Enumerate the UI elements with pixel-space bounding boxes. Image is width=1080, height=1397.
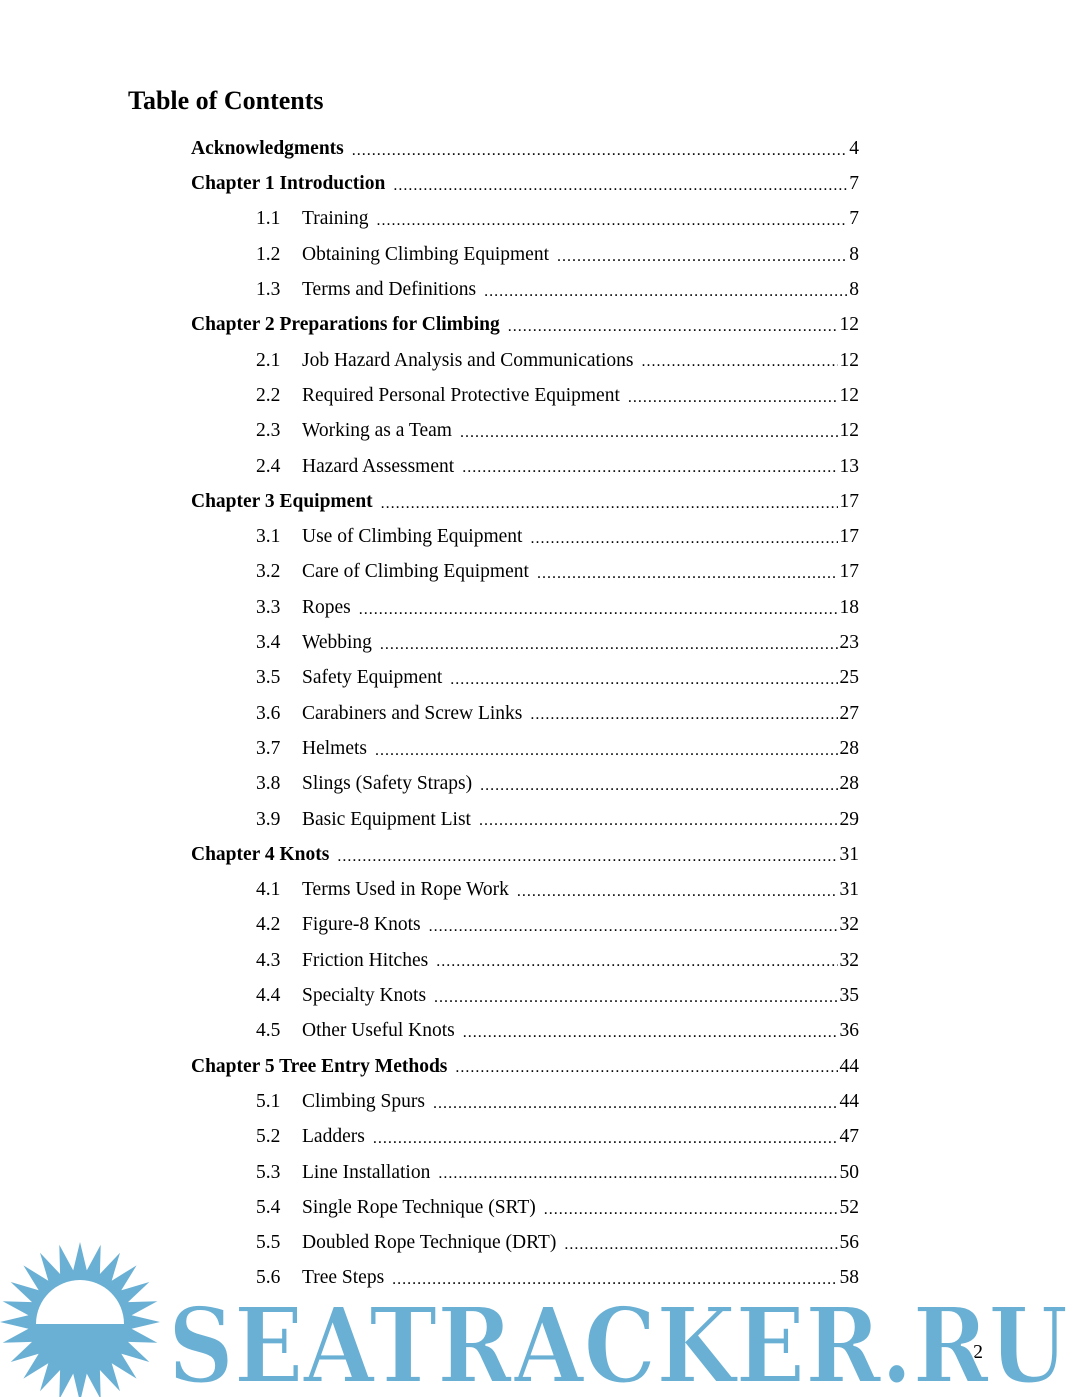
toc-entry-title: Other Useful Knots [302, 1020, 455, 1042]
toc-page-number: 7 [849, 208, 859, 230]
toc-section-number: 2.3 [256, 420, 281, 442]
dot-leader [530, 707, 837, 723]
toc-section-number: 3.4 [256, 632, 281, 654]
dot-leader [480, 778, 837, 794]
toc-page-number: 12 [839, 349, 859, 371]
dot-leader [463, 1025, 838, 1041]
toc-page-number: 31 [839, 879, 859, 901]
toc-section-entry[interactable] [191, 625, 859, 660]
toc-section-entry[interactable] [191, 449, 859, 484]
dot-leader [508, 319, 838, 335]
toc-page-number: 28 [839, 773, 859, 795]
dot-leader [517, 884, 838, 900]
toc-section-entry[interactable] [191, 1013, 859, 1048]
toc-page-number: 32 [839, 949, 859, 971]
toc-section-entry[interactable] [191, 343, 859, 378]
toc-entry-title: Terms Used in Rope Work [302, 879, 509, 901]
toc-entry-title: Terms and Definitions [302, 279, 477, 301]
toc-section-entry[interactable] [191, 766, 859, 801]
toc-entry-title: Training [302, 208, 369, 230]
toc-section-entry[interactable] [191, 1261, 859, 1296]
toc-entry-title: Helmets [302, 737, 367, 759]
toc-entry-title: Specialty Knots [302, 985, 427, 1007]
toc-page-number: 50 [839, 1161, 859, 1183]
toc-page-number: 13 [839, 455, 859, 477]
dot-leader [537, 566, 838, 582]
toc-entry-title: Chapter 2 Preparations for Climbing [191, 314, 500, 336]
toc-section-number: 5.3 [256, 1161, 281, 1183]
dot-leader [530, 531, 837, 547]
dot-leader [337, 849, 837, 865]
toc-page-number: 52 [839, 1196, 859, 1218]
toc-section-number: 3.9 [256, 808, 281, 830]
toc-entry-title: Line Installation [302, 1161, 431, 1183]
toc-page-number: 58 [839, 1267, 859, 1289]
toc-section-entry[interactable] [191, 978, 859, 1013]
toc-page-number: 44 [839, 1090, 859, 1112]
toc-section-number: 5.6 [256, 1267, 281, 1289]
toc-section-number: 3.5 [256, 667, 281, 689]
toc-entry-title: Use of Climbing Equipment [302, 526, 523, 548]
toc-section-entry[interactable] [191, 519, 859, 554]
toc-section-number: 3.7 [256, 737, 281, 759]
toc-section-number: 1.2 [256, 243, 281, 265]
toc-section-entry[interactable] [191, 272, 859, 307]
dot-leader [381, 496, 838, 512]
toc-section-entry[interactable] [191, 1225, 859, 1260]
toc-chapter-entry[interactable] [191, 166, 859, 201]
toc-chapter-entry[interactable] [191, 131, 859, 166]
toc-section-entry[interactable] [191, 1084, 859, 1119]
toc-section-number: 3.6 [256, 702, 281, 724]
toc-section-entry[interactable] [191, 378, 859, 413]
toc-section-number: 4.4 [256, 985, 281, 1007]
toc-section-entry[interactable] [191, 696, 859, 731]
toc-chapter-entry[interactable] [191, 837, 859, 872]
page-number: 2 [973, 1341, 983, 1363]
dot-leader [429, 919, 838, 935]
toc-section-entry[interactable] [191, 237, 859, 272]
toc-page-number: 28 [839, 737, 859, 759]
dot-leader [479, 813, 838, 829]
sun-logo-icon [0, 1242, 160, 1397]
toc-entry-title: Job Hazard Analysis and Communications [302, 349, 634, 371]
toc-chapter-entry[interactable] [191, 1049, 859, 1084]
toc-section-entry[interactable] [191, 413, 859, 448]
toc-page-number: 4 [849, 137, 859, 159]
toc-section-number: 4.2 [256, 914, 281, 936]
toc-page-number: 12 [839, 314, 859, 336]
dot-leader [450, 672, 837, 688]
toc-chapter-entry[interactable] [191, 307, 859, 342]
toc-entry-title: Required Personal Protective Equipment [302, 384, 620, 406]
toc-section-number: 4.3 [256, 949, 281, 971]
dot-leader [359, 602, 838, 618]
toc-entry-title: Doubled Rope Technique (DRT) [302, 1232, 557, 1254]
toc-chapter-entry[interactable] [191, 484, 859, 519]
toc-section-number: 1.3 [256, 279, 281, 301]
toc-section-entry[interactable] [191, 202, 859, 237]
toc-entry-title: Acknowledgments [191, 137, 344, 159]
toc-entry-title: Webbing [302, 632, 372, 654]
dot-leader [393, 178, 847, 194]
dot-leader [438, 1166, 837, 1182]
dot-leader [433, 1096, 838, 1112]
toc-section-number: 2.2 [256, 384, 281, 406]
dot-leader [436, 954, 837, 970]
toc-entry-title: Care of Climbing Equipment [302, 561, 529, 583]
dot-leader [380, 637, 838, 653]
toc-section-number: 3.1 [256, 526, 281, 548]
toc-entry-title: Working as a Team [302, 420, 452, 442]
toc-section-entry[interactable] [191, 555, 859, 590]
dot-leader [641, 354, 837, 370]
toc-page-number: 23 [839, 632, 859, 654]
toc-entry-title: Chapter 3 Equipment [191, 490, 373, 512]
watermark-text: SEATRACKER.RU [168, 1284, 1068, 1397]
toc-entry-title: Carabiners and Screw Links [302, 702, 523, 724]
dot-leader [373, 1131, 838, 1147]
toc-entry-title: Chapter 1 Introduction [191, 173, 386, 195]
toc-section-entry[interactable] [191, 731, 859, 766]
toc-section-number: 5.2 [256, 1126, 281, 1148]
dot-leader [462, 460, 837, 476]
page-title: Table of Contents [128, 86, 324, 115]
toc-entry-title: Figure-8 Knots [302, 914, 421, 936]
toc-section-entry[interactable] [191, 802, 859, 837]
toc-page-number: 44 [839, 1055, 859, 1077]
dot-leader [557, 249, 847, 265]
dot-leader [376, 213, 847, 229]
table-of-contents [191, 131, 859, 1296]
toc-section-number: 5.5 [256, 1232, 281, 1254]
toc-page-number: 17 [839, 561, 859, 583]
dot-leader [544, 1202, 838, 1218]
dot-leader [352, 143, 847, 159]
toc-section-number: 4.1 [256, 879, 281, 901]
toc-page-number: 18 [839, 596, 859, 618]
dot-leader [375, 743, 838, 759]
toc-section-entry[interactable] [191, 1190, 859, 1225]
toc-entry-title: Slings (Safety Straps) [302, 773, 473, 795]
dot-leader [484, 284, 847, 300]
toc-page-number: 17 [839, 490, 859, 512]
toc-page-number: 27 [839, 702, 859, 724]
dot-leader [564, 1237, 837, 1253]
toc-entry-title: Ladders [302, 1126, 365, 1148]
toc-section-number: 3.2 [256, 561, 281, 583]
toc-page-number: 8 [849, 279, 859, 301]
toc-page-number: 36 [839, 1020, 859, 1042]
dot-leader [434, 990, 837, 1006]
toc-section-entry[interactable] [191, 872, 859, 907]
toc-entry-title: Hazard Assessment [302, 455, 455, 477]
dot-leader [455, 1060, 837, 1076]
toc-page-number: 25 [839, 667, 859, 689]
toc-page-number: 31 [839, 843, 859, 865]
toc-page-number: 7 [849, 173, 859, 195]
toc-page-number: 12 [839, 420, 859, 442]
toc-section-number: 5.4 [256, 1196, 281, 1218]
toc-page-number: 47 [839, 1126, 859, 1148]
toc-section-number: 3.3 [256, 596, 281, 618]
toc-entry-title: Obtaining Climbing Equipment [302, 243, 549, 265]
toc-section-number: 5.1 [256, 1090, 281, 1112]
toc-page-number: 35 [839, 985, 859, 1007]
toc-page-number: 29 [839, 808, 859, 830]
toc-section-entry[interactable] [191, 943, 859, 978]
dot-leader [392, 1272, 837, 1288]
toc-section-entry[interactable] [191, 590, 859, 625]
toc-section-number: 3.8 [256, 773, 281, 795]
toc-entry-title: Single Rope Technique (SRT) [302, 1196, 536, 1218]
toc-page-number: 32 [839, 914, 859, 936]
toc-section-entry[interactable] [191, 1155, 859, 1190]
toc-entry-title: Chapter 5 Tree Entry Methods [191, 1055, 448, 1077]
toc-page-number: 8 [849, 243, 859, 265]
toc-section-entry[interactable] [191, 1119, 859, 1154]
dot-leader [460, 425, 838, 441]
toc-entry-title: Ropes [302, 596, 351, 618]
toc-page-number: 17 [839, 526, 859, 548]
toc-entry-title: Climbing Spurs [302, 1090, 425, 1112]
toc-section-number: 2.4 [256, 455, 281, 477]
toc-entry-title: Safety Equipment [302, 667, 443, 689]
toc-section-number: 2.1 [256, 349, 281, 371]
toc-entry-title: Friction Hitches [302, 949, 429, 971]
toc-section-number: 1.1 [256, 208, 281, 230]
toc-page-number: 12 [839, 384, 859, 406]
toc-entry-title: Chapter 4 Knots [191, 843, 330, 865]
toc-section-number: 4.5 [256, 1020, 281, 1042]
toc-page-number: 56 [839, 1232, 859, 1254]
toc-section-entry[interactable] [191, 660, 859, 695]
dot-leader [628, 390, 838, 406]
toc-section-entry[interactable] [191, 908, 859, 943]
toc-entry-title: Tree Steps [302, 1267, 385, 1289]
toc-entry-title: Basic Equipment List [302, 808, 471, 830]
